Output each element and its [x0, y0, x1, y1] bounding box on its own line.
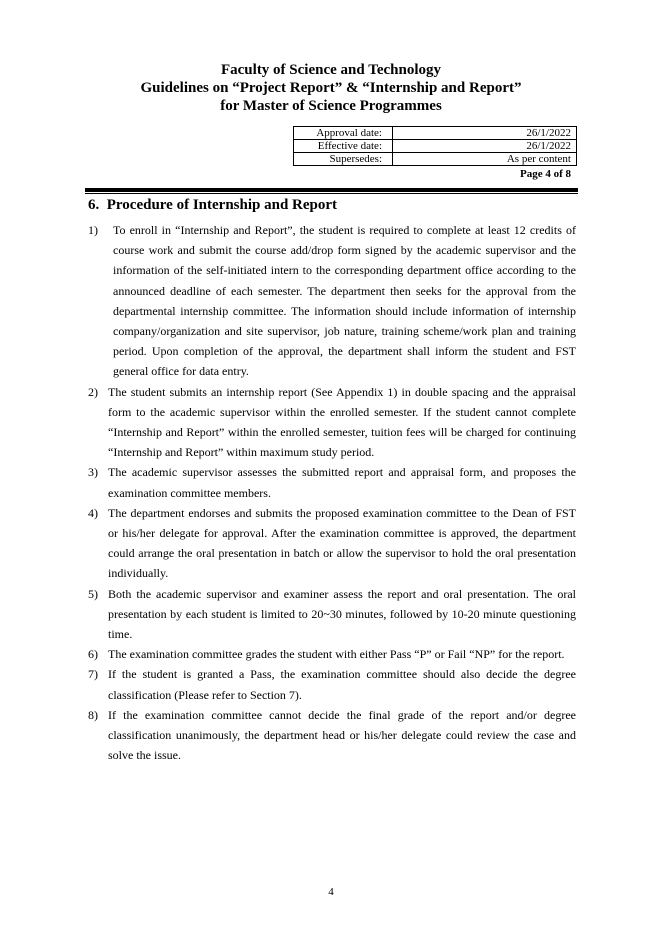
list-item — [88, 705, 576, 766]
section-title: Procedure of Internship and Report — [106, 197, 338, 213]
meta-value: 26/1/2022 — [393, 140, 577, 153]
list-item-text: The academic supervisor assesses the submitted report and appraisal form, and proposes the examination committee members. — [108, 465, 576, 500]
list-item-number: 6) — [88, 647, 98, 662]
list-item-text: The student submits an internship report (See Appendix 1) in double spacing and the appraisal form to the academic supervisor within the enrolled semester. If the student cannot complete “Internship and Report” within the enrolled semester, tuition fees will be charged for continuing “Internship and Report” within maximum study period. — [108, 384, 576, 460]
section-heading — [88, 195, 337, 215]
meta-label: Effective date: — [294, 140, 393, 153]
document-header — [0, 61, 662, 115]
meta-label: Approval date: — [294, 127, 393, 140]
list-item-number: 8) — [88, 707, 98, 722]
list-item-number: 5) — [88, 586, 98, 601]
list-item-text: If the examination committee cannot decide the final grade of the report and/or degree classification unanimously, the department head or his/her delegate could review the case and solve the issue. — [108, 707, 576, 763]
procedure-list — [88, 220, 576, 765]
list-item — [88, 584, 576, 645]
header-faculty: Faculty of Science and Technology — [220, 62, 441, 78]
list-item — [88, 220, 576, 382]
list-item — [88, 644, 576, 664]
list-item-text: To enroll in “Internship and Report”, the student is required to complete at least 12 credits of course work and submit the course add/drop form signed by the academic supervisor and the information of the self-initiated intern to the corresponding department office according to the announced deadline of each semester. The department then seeks for the approval from the departmental internship committee. The information should include information of internship company/organization and site supervisor, job nature, training scheme/work plan and training period. Upon completion of the approval, the department shall inform the student and FST general office for data entry. — [113, 223, 576, 379]
list-item-number: 2) — [88, 384, 98, 399]
meta-row-effective — [294, 140, 577, 153]
header-programme: for Master of Science Programmes — [220, 98, 442, 114]
meta-row-approval — [294, 127, 577, 140]
header-guidelines-title: Guidelines on “Project Report” & “Internship and Report” — [140, 80, 522, 96]
meta-value: 26/1/2022 — [393, 127, 577, 140]
list-item-text: The department endorses and submits the proposed examination committee to the Dean of FST or his/her delegate for approval. After the examination committee is approved, the department could arrange the oral presentation in batch or allow the supervisor to hold the oral presentation individually. — [108, 505, 576, 581]
page-of-indicator: Page 4 of 8 — [519, 168, 571, 180]
meta-row-supersedes — [294, 153, 577, 166]
meta-label: Supersedes: — [294, 153, 393, 166]
list-item-text: If the student is granted a Pass, the examination committee should also decide the degree classification (Please refer to Section 7). — [108, 667, 576, 702]
list-item — [88, 503, 576, 584]
meta-value: As per content — [393, 153, 577, 166]
list-item — [88, 462, 576, 502]
list-item — [88, 664, 576, 704]
page-footer-number: 4 — [328, 886, 334, 898]
list-item-number: 1) — [88, 223, 98, 237]
list-item-number: 3) — [88, 465, 98, 480]
section-number: 6. — [88, 197, 100, 213]
header-divider-thin — [85, 193, 578, 194]
list-item-number: 4) — [88, 505, 98, 520]
list-item-text: Both the academic supervisor and examiner assess the report and oral presentation. The oral presentation by each student is limited to 20~30 minutes, followed by 10-20 minute questioning time. — [108, 586, 576, 642]
list-item — [88, 382, 576, 463]
header-divider-thick — [85, 188, 578, 192]
list-item-text: The examination committee grades the student with either Pass “P” or Fail “NP” for the report. — [108, 647, 565, 662]
document-meta-table — [293, 126, 577, 166]
list-item-number: 7) — [88, 667, 98, 682]
